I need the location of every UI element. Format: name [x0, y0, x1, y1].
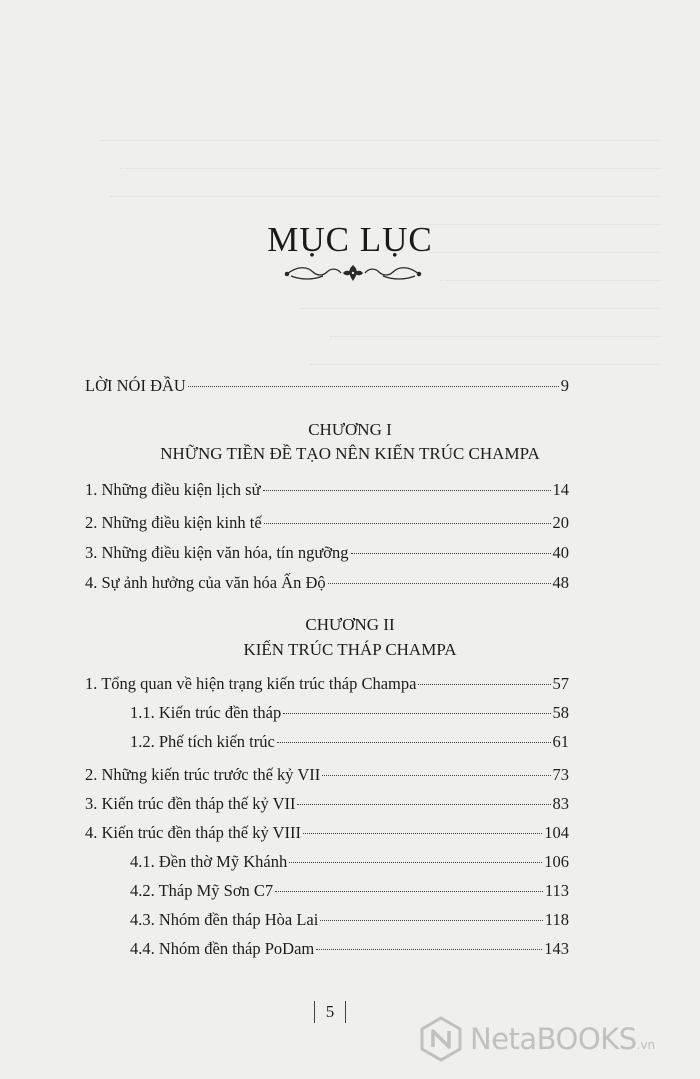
page-number: 5 [312, 998, 348, 1026]
dot-leader [264, 523, 551, 524]
dot-leader [263, 490, 551, 491]
dot-leader [297, 804, 550, 805]
toc-entry-label: 3. Kiến trúc đền tháp thế kỷ VII [85, 794, 296, 813]
toc-entry-label: 1. Những điều kiện lịch sử [85, 480, 261, 499]
toc-subentry[interactable] [130, 732, 569, 752]
toc-entry-page: 106 [544, 852, 569, 871]
netabooks-logo-icon [418, 1016, 464, 1062]
dot-leader [289, 862, 542, 863]
toc-subentry[interactable] [130, 910, 569, 930]
dot-leader [320, 920, 543, 921]
toc-entry-page: 73 [552, 765, 569, 784]
toc-entry[interactable] [85, 794, 569, 814]
toc-entry-page: 48 [552, 573, 569, 592]
chapter-title: KIẾN TRÚC THÁP CHAMPA [243, 640, 457, 659]
toc-entry-page: 83 [552, 794, 569, 813]
toc-entry-label: 1.1. Kiến trúc đền tháp [130, 703, 282, 722]
toc-entry-preface[interactable] [85, 376, 569, 396]
dot-leader [322, 775, 550, 776]
toc-entry-page: 143 [544, 939, 569, 958]
page-title: MỤC LỤC [267, 220, 433, 259]
toc-entry-page: 14 [552, 480, 569, 499]
toc-entry-label: 4. Kiến trúc đền tháp thế kỷ VIII [85, 823, 301, 842]
chapter-title: NHỮNG TIỀN ĐỀ TẠO NÊN KIẾN TRÚC CHAMPA [160, 444, 540, 463]
dot-leader [418, 684, 550, 685]
toc-entry-label: 1. Tổng quan về hiện trạng kiến trúc tháp Champa [85, 674, 417, 693]
toc-subentry[interactable] [130, 852, 569, 872]
toc-entry-page: 61 [552, 732, 569, 751]
toc-entry-label: 4.3. Nhóm đền tháp Hòa Lai [130, 910, 319, 929]
dot-leader [188, 386, 559, 387]
toc-entry-page: 58 [552, 703, 569, 722]
watermark [418, 1014, 700, 1064]
dot-leader [283, 713, 550, 714]
toc-entry-page: 118 [544, 910, 569, 929]
toc-entry-page: 57 [552, 674, 569, 693]
toc-entry[interactable] [85, 765, 569, 785]
dot-leader [328, 583, 551, 584]
toc-entry-label: LỜI NÓI ĐẦU [85, 376, 186, 395]
toc-entry-page: 104 [544, 823, 569, 842]
toc-entry-label: 3. Những điều kiện văn hóa, tín ngưỡng [85, 543, 349, 562]
toc-entry[interactable] [85, 480, 569, 500]
toc-entry-label: 1.2. Phế tích kiến trúc [130, 732, 275, 751]
toc-entry-label: 4.1. Đền thờ Mỹ Khánh [130, 852, 288, 871]
toc-subentry[interactable] [130, 881, 569, 901]
dot-leader [351, 553, 551, 554]
toc-entry-label: 2. Những kiến trúc trước thế kỷ VII [85, 765, 321, 784]
watermark-suffix: .vn [636, 1038, 656, 1052]
flourish-ornament-icon [283, 262, 423, 284]
dot-leader [275, 891, 543, 892]
toc-entry-label: 4.2. Tháp Mỹ Sơn C7 [130, 881, 274, 900]
toc-entry-page: 20 [552, 513, 569, 532]
toc-entry[interactable] [85, 573, 569, 593]
toc-entry-label: 2. Những điều kiện kinh tế [85, 513, 262, 532]
chapter-number: CHƯƠNG II [305, 615, 395, 634]
toc-entry-page: 9 [560, 376, 569, 395]
toc-entry-page: 113 [544, 881, 569, 900]
toc-subentry[interactable] [130, 703, 569, 723]
watermark-brand: NetaBOOKS [470, 1022, 637, 1056]
toc-entry[interactable] [85, 543, 569, 563]
chapter-number: CHƯƠNG I [308, 420, 392, 439]
toc-entry-label: 4. Sự ảnh hưởng của văn hóa Ấn Độ [85, 573, 326, 592]
toc-entry[interactable] [85, 823, 569, 843]
toc-entry-label: 4.4. Nhóm đền tháp PoDam [130, 939, 315, 958]
dot-leader [316, 949, 542, 950]
toc-entry-page: 40 [552, 543, 569, 562]
dot-leader [277, 742, 551, 743]
toc-entry[interactable] [85, 674, 569, 694]
dot-leader [303, 833, 542, 834]
toc-subentry[interactable] [130, 939, 569, 959]
toc-entry[interactable] [85, 513, 569, 533]
